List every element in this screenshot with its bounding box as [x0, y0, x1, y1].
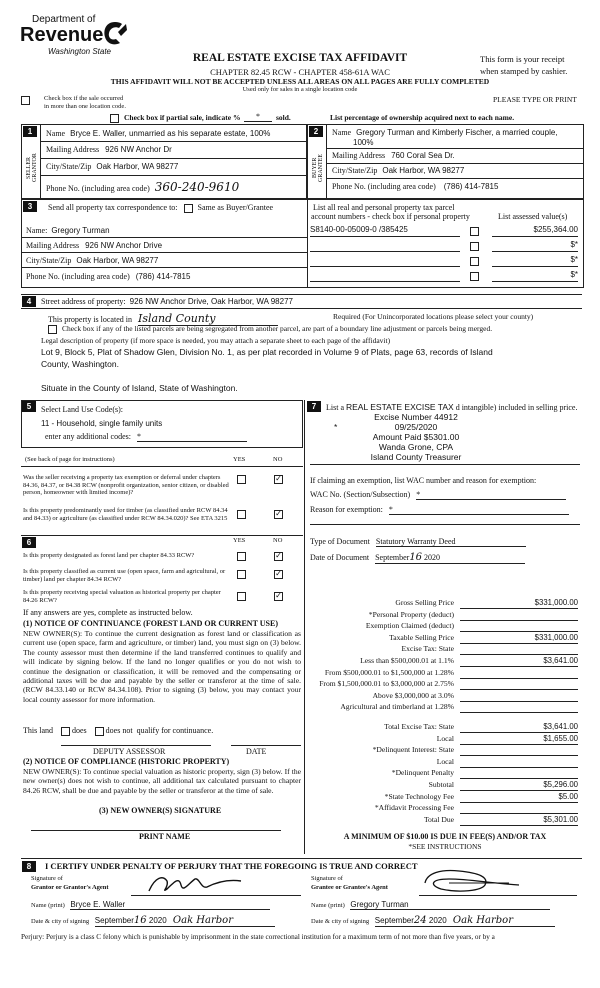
- stamp-star: *: [334, 422, 338, 432]
- corr-phone[interactable]: (786) 414-7815: [135, 272, 191, 281]
- parcel-number[interactable]: [310, 255, 460, 267]
- timber-yes-checkbox[interactable]: [237, 510, 246, 519]
- seller-address-label: Mailing Address: [46, 145, 100, 154]
- timber-question: Is this property predominantly used for timber (as classified under RCW 84.34 and 84.33) or agriculture (as classified under RCW 84.34.020)? See ETA 3215: [23, 507, 228, 522]
- section-7-number: 7: [307, 401, 321, 412]
- doc-date-day: 16: [409, 552, 423, 563]
- section-6-no-header: NO: [273, 537, 283, 544]
- section-4-property: [21, 294, 582, 394]
- legal-label: Legal description of property (if more space is needed, you may attach a separate sheet to each page of the affidavit): [41, 336, 391, 345]
- tax-row-value[interactable]: $3,641.00: [460, 722, 578, 733]
- parcel-header-1: List all real and personal property tax parcel: [313, 203, 455, 212]
- logo-state: Washington State: [48, 47, 112, 56]
- same-as-buyer-checkbox[interactable]: [184, 204, 193, 213]
- logo-revenue: Revenue: [20, 24, 104, 46]
- tax-row-label: Gross Selling Price: [395, 598, 454, 607]
- seller-name[interactable]: Bryce E. Waller, unmarried as his separate estate, 100%: [70, 129, 271, 138]
- assessed-value[interactable]: $*: [492, 240, 578, 252]
- logo-mark-icon: [102, 20, 128, 48]
- if-yes-note: If any answers are yes, complete as instructed below.: [23, 608, 193, 617]
- form-chapter: CHAPTER 82.45 RCW - CHAPTER 458-61A WAC: [210, 67, 390, 77]
- grantor-date-month: September: [94, 916, 134, 925]
- seller-city-label: City/State/Zip: [46, 162, 92, 171]
- buyer-name[interactable]: Gregory Turman and Kimberly Fischer, a married couple,: [356, 128, 558, 137]
- assessed-value[interactable]: $*: [492, 255, 578, 267]
- stamp-title: REAL ESTATE EXCISE TAX: [346, 402, 454, 412]
- section-5-land-use: [21, 400, 303, 840]
- tax-row-label: *State Technology Fee: [384, 791, 454, 801]
- tax-row-value[interactable]: [460, 691, 578, 702]
- does-checkbox[interactable]: [61, 727, 70, 736]
- tax-row-label: Subtotal: [428, 780, 454, 789]
- current-use-yes-checkbox[interactable]: [237, 570, 246, 579]
- current-use-question: Is this property classified as current use (open space, farm and agricultural, or timber) land per chapter 84.34 RCW?: [23, 568, 226, 583]
- tax-row-label: *Delinquent Interest: State: [372, 745, 454, 755]
- multi-location-checkbox[interactable]: [21, 96, 30, 105]
- parcel-number[interactable]: S8140-00-05009-0 /385425: [310, 225, 460, 237]
- tax-row: [306, 745, 582, 757]
- new-owner-signature-label: (3) NEW OWNER(S) SIGNATURE: [99, 806, 222, 815]
- grantor-signature[interactable]: [141, 871, 251, 897]
- list-percentage-note: List percentage of ownership acquired next to each name.: [330, 113, 515, 122]
- assessed-value[interactable]: $255,364.00: [492, 225, 578, 237]
- multi-location-label-2: in more than one location code.: [44, 103, 126, 110]
- tax-row: [306, 734, 582, 746]
- receipt-note-2: when stamped by cashier.: [480, 66, 568, 76]
- assessed-header: List assessed value(s): [498, 212, 568, 221]
- tax-row-value[interactable]: $5.00: [460, 792, 578, 803]
- see-instructions-note: *SEE INSTRUCTIONS: [408, 842, 482, 851]
- tax-row-value[interactable]: [460, 679, 578, 690]
- personal-property-checkbox[interactable]: [470, 257, 479, 266]
- section-5-number: 5: [22, 401, 36, 412]
- tax-row-label: Local: [436, 733, 454, 743]
- treasurer-stamp: [336, 412, 496, 462]
- grantee-date-month: September: [374, 916, 414, 925]
- grantee-name[interactable]: Gregory Turman: [350, 900, 550, 910]
- tax-row: [306, 702, 582, 714]
- grantee-signature-label-1: Signature of: [311, 875, 343, 882]
- tax-row: [306, 722, 582, 734]
- partial-sale-label: Check box if partial sale, indicate %: [124, 113, 241, 122]
- section-2-number: 2: [309, 126, 323, 137]
- section-3-number: 3: [23, 201, 37, 212]
- section-4-number: 4: [22, 296, 36, 307]
- seller-side-label: SELLER GRANTOR: [26, 153, 38, 183]
- personal-property-checkbox[interactable]: [470, 272, 479, 281]
- current-use-no-checkbox[interactable]: [274, 570, 283, 579]
- buyer-city[interactable]: Oak Harbor, WA 98277: [382, 166, 465, 175]
- form-title: REAL ESTATE EXCISE TAX AFFIDAVIT: [192, 52, 408, 64]
- stamp-date: 09/25/2020: [394, 422, 438, 432]
- does-label: does: [72, 726, 87, 735]
- perjury-statement: Perjury: Perjury is a class C felony which is punishable by imprisonment in the state correctional institution for a maximum term of not more than five years, or by a: [21, 933, 495, 941]
- doc-date-year: 2020: [424, 553, 441, 562]
- tax-row: [306, 621, 582, 633]
- exemption-question: Was the seller receiving a property tax exemption or deferral under chapters 84.36, 84.37, or 84.38 RCW (nonprofit organization, senior citizen, or disabled person, homeowner with limited income)?: [23, 474, 229, 496]
- tax-row-value[interactable]: $3,641.00: [460, 656, 578, 667]
- doc-date-value[interactable]: [375, 552, 525, 564]
- minimum-due-note: A MINIMUM OF $10.00 IS DUE IN FEE(S) AND/OR TAX: [343, 832, 547, 841]
- tax-row: [306, 780, 582, 792]
- buyer-address-label: Mailing Address: [332, 151, 386, 160]
- assessed-value[interactable]: $*: [492, 270, 578, 282]
- historic-no-checkbox[interactable]: [274, 592, 283, 601]
- corr-address-label: Mailing Address: [26, 241, 80, 250]
- corr-city[interactable]: Oak Harbor, WA 98277: [76, 256, 159, 265]
- tax-row: [306, 668, 582, 680]
- tax-row: [306, 768, 582, 780]
- seller-phone-label: Phone No. (including area code): [46, 184, 150, 193]
- tax-row-value[interactable]: [460, 644, 578, 655]
- grantee-date[interactable]: [375, 915, 555, 927]
- grantor-signature-label-2: Grantor or Grantor's Agent: [31, 884, 109, 891]
- tax-row-value[interactable]: [460, 610, 578, 621]
- corr-address[interactable]: 926 NW Anchor Drive: [85, 241, 163, 250]
- parcel-header-2: account numbers - check box if personal property: [311, 212, 470, 221]
- wac-value[interactable]: *: [416, 490, 566, 500]
- section-2-buyer: [307, 124, 584, 199]
- tax-row-label: Excise Tax: State: [401, 644, 454, 654]
- tax-row-label: From $1,500,000.01 to $3,000,000 at 2.75%: [319, 679, 454, 689]
- single-location-note: Used only for sales in a single location code: [242, 86, 358, 93]
- buyer-address[interactable]: 760 Coral Sea Dr.: [391, 151, 455, 160]
- tax-row: [306, 598, 582, 610]
- tax-row-label: *Personal Property (deduct): [368, 609, 454, 619]
- forest-land-question: Is this property designated as forest land per chapter 84.33 RCW?: [23, 552, 195, 559]
- grantor-date-label: Date & city of signing: [31, 918, 90, 925]
- grantor-signature-label-1: Signature of: [31, 875, 63, 882]
- grantor-date-year: 2020: [148, 916, 167, 925]
- send-correspondence-label: Send all property tax correspondence to:: [48, 203, 178, 212]
- forest-yes-checkbox[interactable]: [237, 552, 246, 561]
- list-personal-property-label-end: d intangible) included in selling price.: [455, 403, 578, 412]
- doc-date-month: September: [375, 553, 410, 562]
- tax-row-label: From $500,000.01 to $1,500,000 at 1.28%: [324, 667, 454, 677]
- reason-label: Reason for exemption:: [310, 505, 383, 514]
- print-name-label: PRINT NAME: [139, 832, 191, 841]
- does-not-checkbox[interactable]: [95, 727, 104, 736]
- section-6-number: 6: [22, 537, 36, 548]
- notice-continuance-text: NEW OWNER(S): To continue the current designation as forest land or classification as current use (open space, farm and agriculture, or timber) land, you must sign on (3) below. The county assessor must then determine if the land transferred continues to qualify and will indicate by signing below. If the land no longer qualifies or you do not wish to continue the designation or classification, it will be removed and the compensating or additional taxes will be due and payable by the seller or transferor at the time of sale. (RCW 84.33.140 or RCW 84.34.108). Prior to signing (3) below, you may contact your local county assessor for more information.: [23, 629, 301, 704]
- grantee-signature[interactable]: [419, 867, 539, 897]
- grantee-date-year: 2020: [428, 916, 447, 925]
- grantor-name[interactable]: Bryce E. Waller: [70, 900, 270, 910]
- partial-sale-percent[interactable]: *: [244, 112, 272, 122]
- this-land-label: This land: [23, 726, 53, 735]
- buyer-phone[interactable]: (786) 414-7815: [443, 182, 499, 191]
- tax-row-label: Total Excise Tax: State: [384, 722, 454, 731]
- logo-dept-line: Department of: [32, 14, 96, 25]
- tax-row-value[interactable]: [460, 621, 578, 632]
- land-use-value[interactable]: 11 - Household, single family units: [41, 419, 163, 428]
- notice-compliance-text: NEW OWNER(S): To continue special valuation as historic property, sign (3) below. If the new owner(s) does not wish to continue, all additional tax calculated pursuant to chapter 84.26 RCW, shall be due and payable by the seller or transferor at the time of sale.: [23, 767, 301, 795]
- reason-value[interactable]: *: [389, 505, 569, 515]
- legal-description-3[interactable]: Situate in the County of Island, State of Washington.: [41, 383, 238, 393]
- additional-codes-label: enter any additional codes:: [45, 432, 131, 441]
- deputy-assessor-label: DEPUTY ASSESSOR: [93, 747, 166, 756]
- street-address[interactable]: 926 NW Anchor Drive, Oak Harbor, WA 98277: [129, 297, 293, 306]
- corr-city-label: City/State/Zip: [26, 256, 72, 265]
- grantor-name-label: Name (print): [31, 902, 65, 909]
- section-1-seller: [21, 124, 307, 199]
- yes-header: YES: [233, 456, 246, 463]
- segregated-note: Check box if any of the listed parcels are being segregated from another parcel, are part of a boundary line adjustment or parcels being merged.: [62, 324, 493, 333]
- grantee-signature-label-2: Grantee or Grantee's Agent: [311, 884, 388, 891]
- segregated-checkbox[interactable]: [48, 325, 57, 334]
- tax-row-value[interactable]: $1,655.00: [460, 734, 578, 745]
- tax-row: [306, 633, 582, 645]
- doc-type-label: Type of Document: [310, 537, 370, 546]
- forest-no-checkbox[interactable]: [274, 552, 283, 561]
- doc-date-label: Date of Document: [310, 553, 370, 562]
- personal-property-checkbox[interactable]: [470, 242, 479, 251]
- grantee-date-label: Date & city of signing: [311, 918, 370, 925]
- corr-phone-label: Phone No. (including area code): [26, 272, 130, 281]
- seller-phone[interactable]: 360-240-9610: [154, 180, 240, 194]
- additional-codes-value[interactable]: *: [137, 432, 247, 442]
- tax-row-value[interactable]: [460, 702, 578, 713]
- tax-row-value[interactable]: [460, 768, 578, 779]
- stamp-office: Island County Treasurer: [370, 452, 462, 462]
- please-type: PLEASE TYPE OR PRINT: [493, 95, 577, 104]
- claiming-exemption-label: If claiming an exemption, list WAC number and reason for exemption:: [310, 476, 537, 485]
- tax-row-label: Total Due: [423, 814, 454, 824]
- tax-row: [306, 656, 582, 668]
- seller-city[interactable]: Oak Harbor, WA 98277: [96, 162, 179, 171]
- located-label: This property is located in: [48, 315, 132, 324]
- tax-row-label: Exemption Claimed (deduct): [365, 621, 454, 631]
- doc-type-value[interactable]: Statutory Warranty Deed: [376, 537, 526, 547]
- section-7-exemption: [306, 400, 584, 860]
- legal-description-1[interactable]: Lot 9, Block 5, Plat of Shadow Glen, Division No. 1, as per plat recorded in Volume 9 of Plats, page 63, records of Island: [41, 347, 493, 357]
- legal-description-2[interactable]: County, Washington.: [41, 359, 119, 369]
- stamp-excise-number: Excise Number 44912: [374, 412, 458, 422]
- grantee-name-label: Name (print): [311, 902, 345, 909]
- tax-row-label: Above $3,000,000 at 3.0%: [372, 690, 454, 700]
- tax-row-label: Less than $500,000.01 at 1.1%: [360, 656, 454, 665]
- tax-row-value[interactable]: [460, 745, 578, 756]
- stamp-amount: Amount Paid $5301.00: [372, 432, 460, 442]
- grantor-date-day: 16: [133, 915, 147, 926]
- qualify-label: qualify for continuance.: [136, 726, 214, 735]
- see-back-note: (See back of page for instructions): [25, 456, 115, 463]
- buyer-side-label: BUYER GRANTEE: [312, 154, 324, 182]
- not-accepted-warning: THIS AFFIDAVIT WILL NOT BE ACCEPTED UNLESS ALL AREAS ON ALL PAGES ARE FULLY COMPLETED: [110, 77, 490, 86]
- tax-row-label: Taxable Selling Price: [389, 632, 454, 642]
- seller-address[interactable]: 926 NW Anchor Dr: [105, 145, 172, 154]
- grantee-city: Oak Harbor: [452, 915, 513, 926]
- tax-row-value[interactable]: $331,000.00: [460, 633, 578, 644]
- notice-continuance-title: (1) NOTICE OF CONTINUANCE (FOREST LAND OR CURRENT USE): [23, 619, 278, 628]
- tax-row-value[interactable]: [460, 803, 578, 814]
- multi-location-label-1: Check box if the sale occurred: [44, 95, 124, 102]
- tax-row-label: Agricultural and timberland at 1.28%: [340, 702, 454, 712]
- street-label: Street address of property:: [41, 297, 126, 306]
- does-not-label: does not: [105, 726, 133, 735]
- exemption-no-checkbox[interactable]: [274, 475, 283, 484]
- buyer-phone-label: Phone No. (including area code): [332, 182, 436, 191]
- exemption-yes-checkbox[interactable]: [237, 475, 246, 484]
- historic-yes-checkbox[interactable]: [237, 592, 246, 601]
- timber-no-checkbox[interactable]: [274, 510, 283, 519]
- buyer-name-label: Name: [332, 128, 352, 137]
- tax-row: [306, 815, 582, 827]
- tax-row: [306, 610, 582, 622]
- buyer-city-label: City/State/Zip: [332, 166, 378, 175]
- buyer-name-line2[interactable]: 100%: [353, 138, 374, 147]
- tax-row-label: *Delinquent Penalty: [391, 768, 454, 778]
- tax-row-value[interactable]: $331,000.00: [460, 598, 578, 609]
- tax-row: [306, 644, 582, 656]
- seller-name-label: Name: [46, 129, 66, 138]
- parcel-number[interactable]: [310, 240, 460, 252]
- tax-row: [306, 691, 582, 703]
- tax-row-label: Local: [436, 756, 454, 766]
- tax-row: [306, 679, 582, 691]
- list-personal-property-label: List a: [326, 403, 344, 412]
- date-label: DATE: [246, 747, 267, 756]
- corr-name[interactable]: Gregory Turman: [51, 226, 110, 235]
- no-header: NO: [273, 456, 283, 463]
- county-value[interactable]: Island County: [138, 312, 278, 326]
- grantor-date[interactable]: [95, 915, 275, 927]
- tax-row-value[interactable]: [460, 757, 578, 768]
- section-8-number: 8: [22, 861, 36, 872]
- notice-compliance-title: (2) NOTICE OF COMPLIANCE (HISTORIC PROPERTY): [23, 757, 230, 766]
- tax-row-value[interactable]: $5,301.00: [460, 815, 578, 826]
- receipt-note-1: This form is your receipt: [480, 54, 565, 64]
- stamp-name: Wanda Grone, CPA: [378, 442, 454, 452]
- certify-statement: I CERTIFY UNDER PENALTY OF PERJURY THAT THE FOREGOING IS TRUE AND CORRECT: [45, 861, 418, 871]
- section-1-number: 1: [23, 126, 37, 137]
- same-as-buyer-label: Same as Buyer/Grantee: [197, 203, 274, 212]
- tax-row-value[interactable]: $5,296.00: [460, 780, 578, 791]
- partial-sale-checkbox[interactable]: [110, 114, 119, 123]
- section-6-yes-header: YES: [233, 537, 246, 544]
- land-use-label: Select Land Use Code(s):: [41, 405, 123, 414]
- historic-question: Is this property receiving special valuation as historical property per chapter 84.26 RCW?: [23, 589, 221, 604]
- required-note: Required (For Unincorporated locations please select your county): [333, 312, 534, 321]
- tax-row-value[interactable]: [460, 668, 578, 679]
- section-3-correspondence: [21, 199, 584, 288]
- wac-label: WAC No. (Section/Subsection): [310, 490, 411, 499]
- tax-row: [306, 757, 582, 769]
- tax-row: [306, 792, 582, 804]
- grantee-date-day: 24: [413, 915, 427, 926]
- partial-sale-sold: sold.: [276, 113, 291, 122]
- personal-property-checkbox[interactable]: [470, 227, 479, 236]
- grantor-city: Oak Harbor: [172, 915, 233, 926]
- corr-name-label: Name:: [26, 226, 48, 235]
- tax-row: [306, 803, 582, 815]
- parcel-number[interactable]: [310, 270, 460, 282]
- tax-row-label: *Affidavit Processing Fee: [374, 803, 454, 813]
